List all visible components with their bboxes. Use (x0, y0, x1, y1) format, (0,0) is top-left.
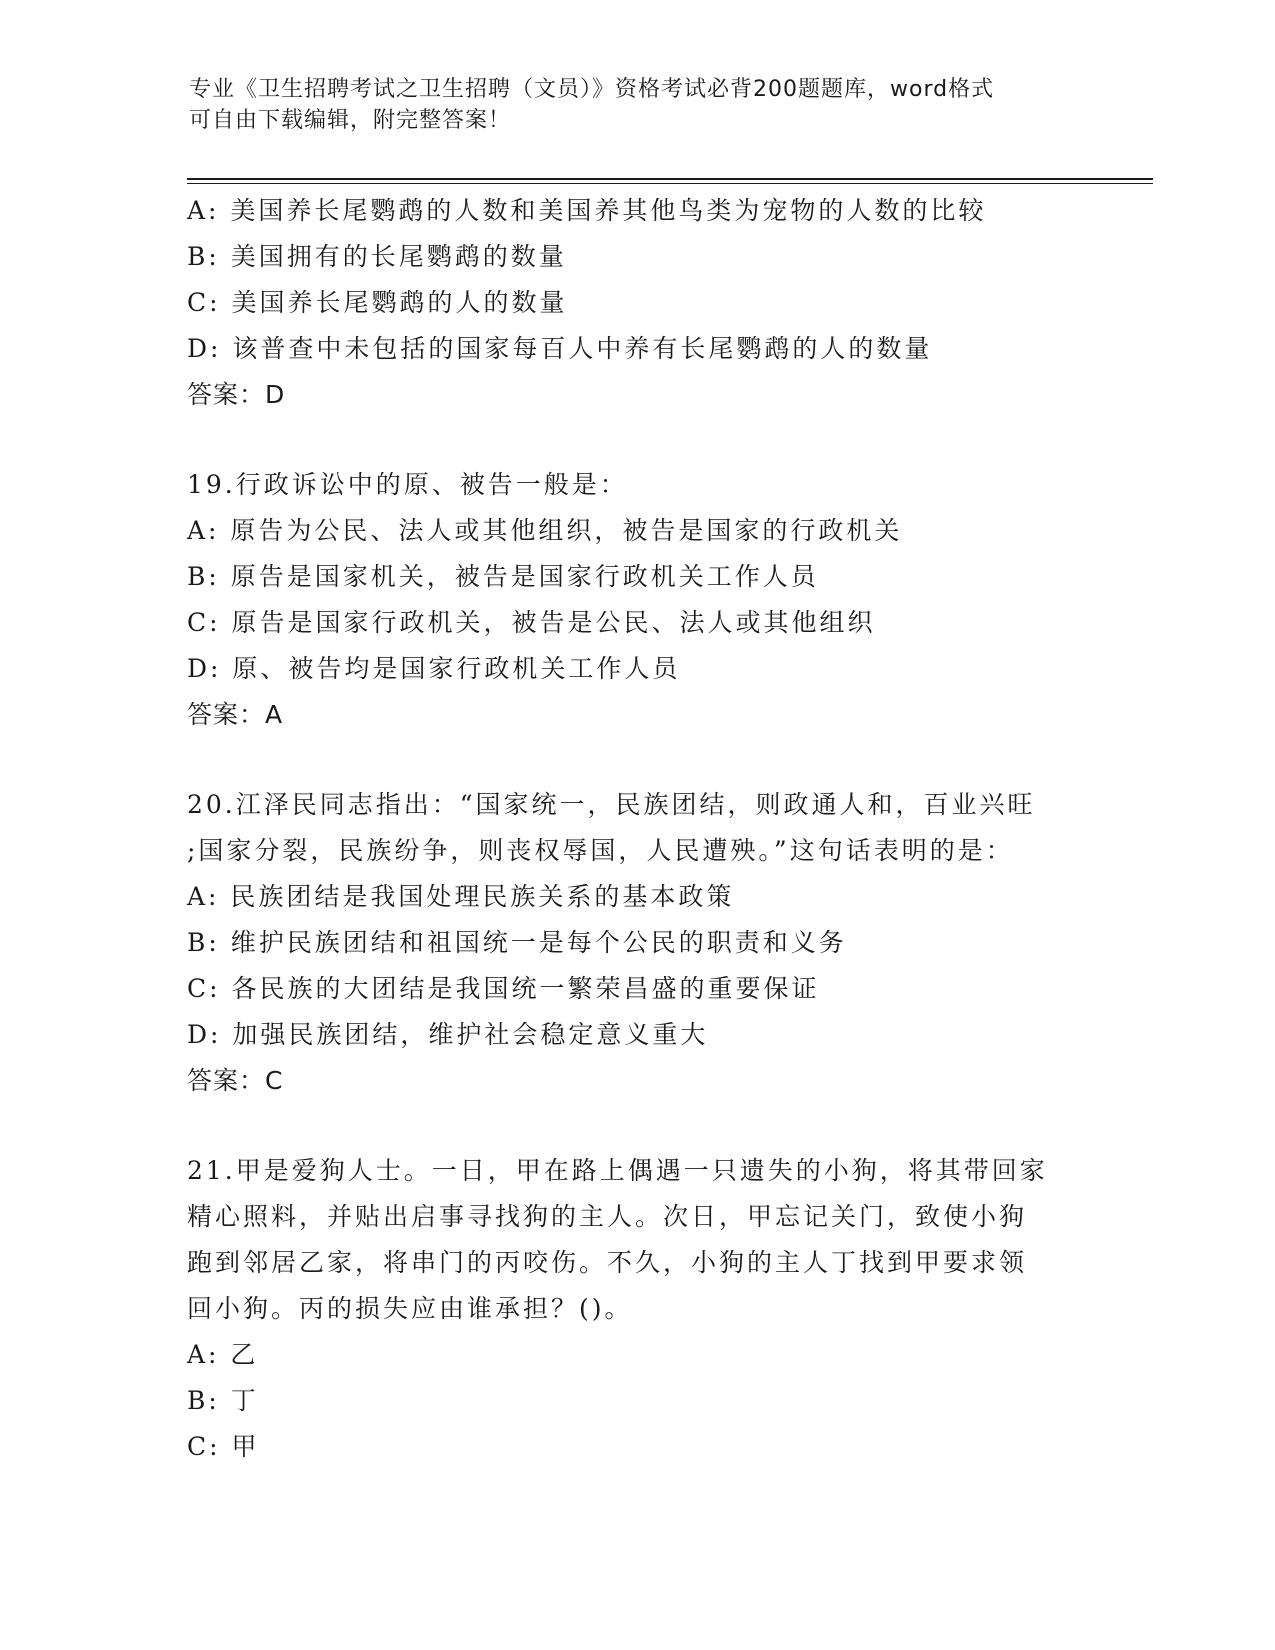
option-c: C: 原告是国家行政机关，被告是公民、法人或其他组织 (187, 608, 876, 637)
option-d: D: 加强民族团结，维护社会稳定意义重大 (187, 1020, 709, 1049)
answer-line: 答案：A (187, 700, 284, 729)
option-a: A: 乙 (187, 1340, 259, 1369)
option-b: B: 丁 (187, 1386, 259, 1415)
question-stem: 19.行政诉讼中的原、被告一般是： (187, 470, 628, 499)
question-stem-line: ;国家分裂，民族纷争，则丧权辱国，人民遭殃。”这句话表明的是： (187, 836, 1014, 865)
option-c: C: 甲 (187, 1432, 260, 1461)
answer-line: 答案：D (187, 380, 286, 409)
spacer (187, 1104, 1087, 1148)
header-title-line1: 专业《卫生招聘考试之卫生招聘（文员）》资格考试必背200题题库，word格式 (189, 77, 995, 102)
header-title-line2: 可自由下载编辑，附完整答案！ (189, 108, 512, 133)
option-a: A: 民族团结是我国处理民族关系的基本政策 (187, 882, 735, 911)
question-stem-line: 21.甲是爱狗人士。一日，甲在路上偶遇一只遗失的小狗，将其带回家 (187, 1156, 1048, 1185)
option-d: D: 原、被告均是国家行政机关工作人员 (187, 654, 681, 683)
option-d: D: 该普查中未包括的国家每百人中养有长尾鹦鹉的人的数量 (187, 334, 933, 363)
header-divider-thick (187, 178, 1153, 180)
question-stem-line: 20.江泽民同志指出：“国家统一，民族团结，则政通人和，百业兴旺 (187, 790, 1036, 819)
page-header (189, 74, 1089, 136)
option-a: A: 原告为公民、法人或其他组织，被告是国家的行政机关 (187, 516, 903, 545)
option-c: C: 美国养长尾鹦鹉的人的数量 (187, 288, 568, 317)
question-stem-line: 回小狗。丙的损失应由谁承担？()。 (187, 1294, 633, 1323)
question-stem-line: 精心照料，并贴出启事寻找狗的主人。次日，甲忘记关门，致使小狗 (187, 1202, 1028, 1231)
answer-line: 答案：C (187, 1066, 284, 1095)
option-b: B: 维护民族团结和祖国统一是每个公民的职责和义务 (187, 928, 847, 957)
spacer (187, 738, 1087, 782)
spacer (187, 418, 1087, 462)
option-b: B: 美国拥有的长尾鹦鹉的数量 (187, 242, 567, 271)
header-divider-thin (187, 183, 1153, 184)
question-20 (187, 782, 1087, 1104)
option-b: B: 原告是国家机关，被告是国家行政机关工作人员 (187, 562, 819, 591)
question-21 (187, 1148, 1087, 1470)
option-a: A: 美国养长尾鹦鹉的人数和美国养其他鸟类为宠物的人数的比较 (187, 196, 987, 225)
question-list (187, 188, 1087, 1470)
question-stem-line: 跑到邻居乙家，将串门的丙咬伤。不久，小狗的主人丁找到甲要求领 (187, 1248, 1028, 1277)
question-19 (187, 462, 1087, 738)
question-18-partial (187, 188, 1087, 418)
option-c: C: 各民族的大团结是我国统一繁荣昌盛的重要保证 (187, 974, 820, 1003)
